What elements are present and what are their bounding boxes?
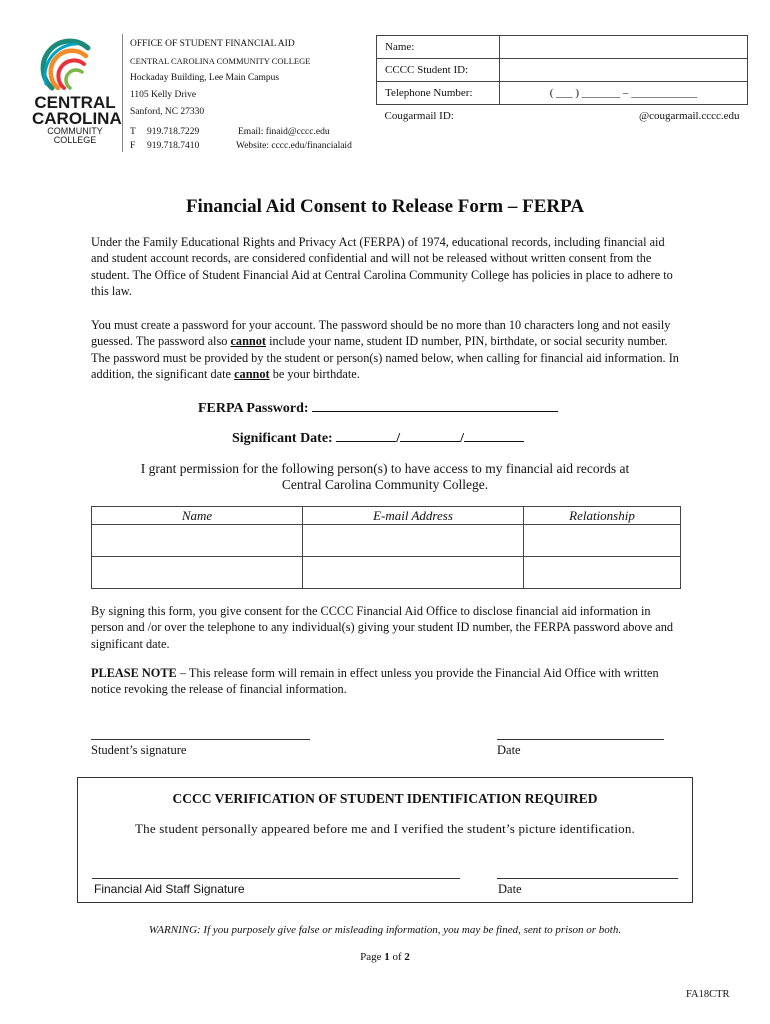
column-header-email: E-mail Address <box>303 507 524 525</box>
header-divider <box>122 34 123 152</box>
consent-paragraph: By signing this form, you give consent for the CCCC Financial Aid Office to disclose financial aid information in person and /or over the telephone to any individual(s) giving your student ID number, the FERPA password above and significant date. <box>91 604 674 651</box>
logo-swirl-icon <box>32 38 118 98</box>
intro-paragraph: Under the Family Educational Rights and Privacy Act (FERPA) of 1974, educational records, including financial aid and student account records, are considered confidential and will not be released without written consent from the student. The Office of Student Financial Aid at Central Carolina Community College has policies in place to adhere to this law. <box>91 235 673 298</box>
column-header-name: Name <box>92 507 303 525</box>
table-row <box>92 525 681 557</box>
warning-text: WARNING: If you purposely give false or misleading information, you may be fined, sent to prison or both. <box>148 924 622 936</box>
student-date-line[interactable] <box>497 739 664 740</box>
logo-text-community: COMMUNITY <box>47 126 103 136</box>
phone-prefix: T <box>130 127 136 137</box>
student-signature-label: Student’s signature <box>91 743 187 757</box>
phone-number: 919.718.7229 <box>147 127 200 137</box>
column-header-relationship: Relationship <box>524 507 681 525</box>
fax-prefix: F <box>130 141 136 151</box>
student-id-field[interactable] <box>500 59 748 82</box>
person-name-cell[interactable] <box>92 525 303 557</box>
significant-date-day-input[interactable] <box>400 428 460 442</box>
student-id-label: CCCC Student ID: <box>377 59 500 82</box>
password-text-part2: include your name, student ID number, PIN, birthdate, or social security number. The password must be provided by the student or person(s) named below, when calling for financial aid information. In addition, the significant date <box>91 334 679 381</box>
page-total: 2 <box>404 951 410 963</box>
staff-date-label: Date <box>498 882 522 896</box>
please-note-text: – This release form will remain in effect unless you provide the Financial Aid Office with written notice revoking the release of financial information. <box>91 666 659 697</box>
office-email: Email: finaid@cccc.edu <box>238 127 330 137</box>
person-name-cell[interactable] <box>92 557 303 589</box>
logo-text-college: COLLEGE <box>53 135 97 145</box>
street-address: 1105 Kelly Drive <box>130 90 197 100</box>
person-email-cell[interactable] <box>303 525 524 557</box>
staff-signature-label: Financial Aid Staff Signature <box>94 882 245 896</box>
ferpa-password-input[interactable] <box>312 398 558 412</box>
password-emphasis-cannot: cannot <box>230 334 266 349</box>
date-separator: / <box>396 431 401 446</box>
cougarmail-label: Cougarmail ID: <box>384 110 454 122</box>
college-logo <box>32 38 122 146</box>
person-relationship-cell[interactable] <box>524 557 681 589</box>
person-email-cell[interactable] <box>303 557 524 589</box>
significant-date-month-input[interactable] <box>336 428 396 442</box>
ferpa-password-label: FERPA Password: <box>198 401 309 416</box>
ferpa-password-row <box>198 398 558 417</box>
authorized-persons-table <box>91 506 681 589</box>
page-prefix: Page <box>360 951 385 963</box>
office-name: OFFICE OF STUDENT FINANCIAL AID <box>130 39 295 49</box>
telephone-field[interactable]: ( ___ ) _______ – ____________ <box>500 82 748 105</box>
staff-date-line[interactable] <box>497 878 678 879</box>
city-state-zip: Sanford, NC 27330 <box>130 107 205 117</box>
office-website: Website: cccc.edu/financialaid <box>236 141 352 151</box>
significant-date-label: Significant Date: <box>232 431 333 446</box>
name-label: Name: <box>377 36 500 59</box>
name-field[interactable] <box>500 36 748 59</box>
logo-text-central: CENTRAL <box>34 93 116 112</box>
cougarmail-field[interactable]: @cougarmail.cccc.edu <box>638 110 740 122</box>
grant-permission-line2: Central Carolina Community College. <box>281 477 489 492</box>
staff-signature-line[interactable] <box>92 878 460 879</box>
building-address: Hockaday Building, Lee Main Campus <box>130 73 280 83</box>
date-emphasis-cannot: cannot <box>234 366 270 381</box>
fax-number: 919.718.7410 <box>147 141 200 151</box>
student-signature-line[interactable] <box>91 739 310 740</box>
password-text-part1: You must create a password for your account. The password should be no more than 10 characters long and not easily guessed. The password also <box>91 318 671 349</box>
form-code: FA18CTR <box>686 989 730 1000</box>
page-middle: of <box>389 951 405 963</box>
table-row <box>92 557 681 589</box>
significant-date-row <box>232 428 524 447</box>
verification-box <box>77 777 693 903</box>
date-separator: / <box>460 431 464 446</box>
college-name: CENTRAL CAROLINA COMMUNITY COLLEGE <box>130 56 311 66</box>
grant-permission-line1: I grant permission for the following person(s) to have access to my financial aid records at <box>140 461 630 476</box>
person-relationship-cell[interactable] <box>524 525 681 557</box>
student-date-label: Date <box>497 743 521 757</box>
password-text-part3: be your birthdate. <box>269 366 360 381</box>
form-title: Financial Aid Consent to Release Form – FERPA <box>185 196 585 217</box>
logo-text-carolina: CAROLINA <box>32 109 122 128</box>
page-number <box>0 951 770 963</box>
page-current: 1 <box>384 951 390 963</box>
please-note-label: PLEASE NOTE <box>91 666 177 680</box>
telephone-label: Telephone Number: <box>377 82 500 105</box>
significant-date-year-input[interactable] <box>464 428 524 442</box>
please-note-paragraph <box>91 665 681 698</box>
verification-text: The student personally appeared before me and I verified the student’s picture identification. <box>135 821 635 836</box>
password-paragraph <box>91 317 681 382</box>
verification-title: CCCC VERIFICATION OF STUDENT IDENTIFICATION REQUIRED <box>172 791 598 806</box>
student-info-table <box>376 35 748 127</box>
